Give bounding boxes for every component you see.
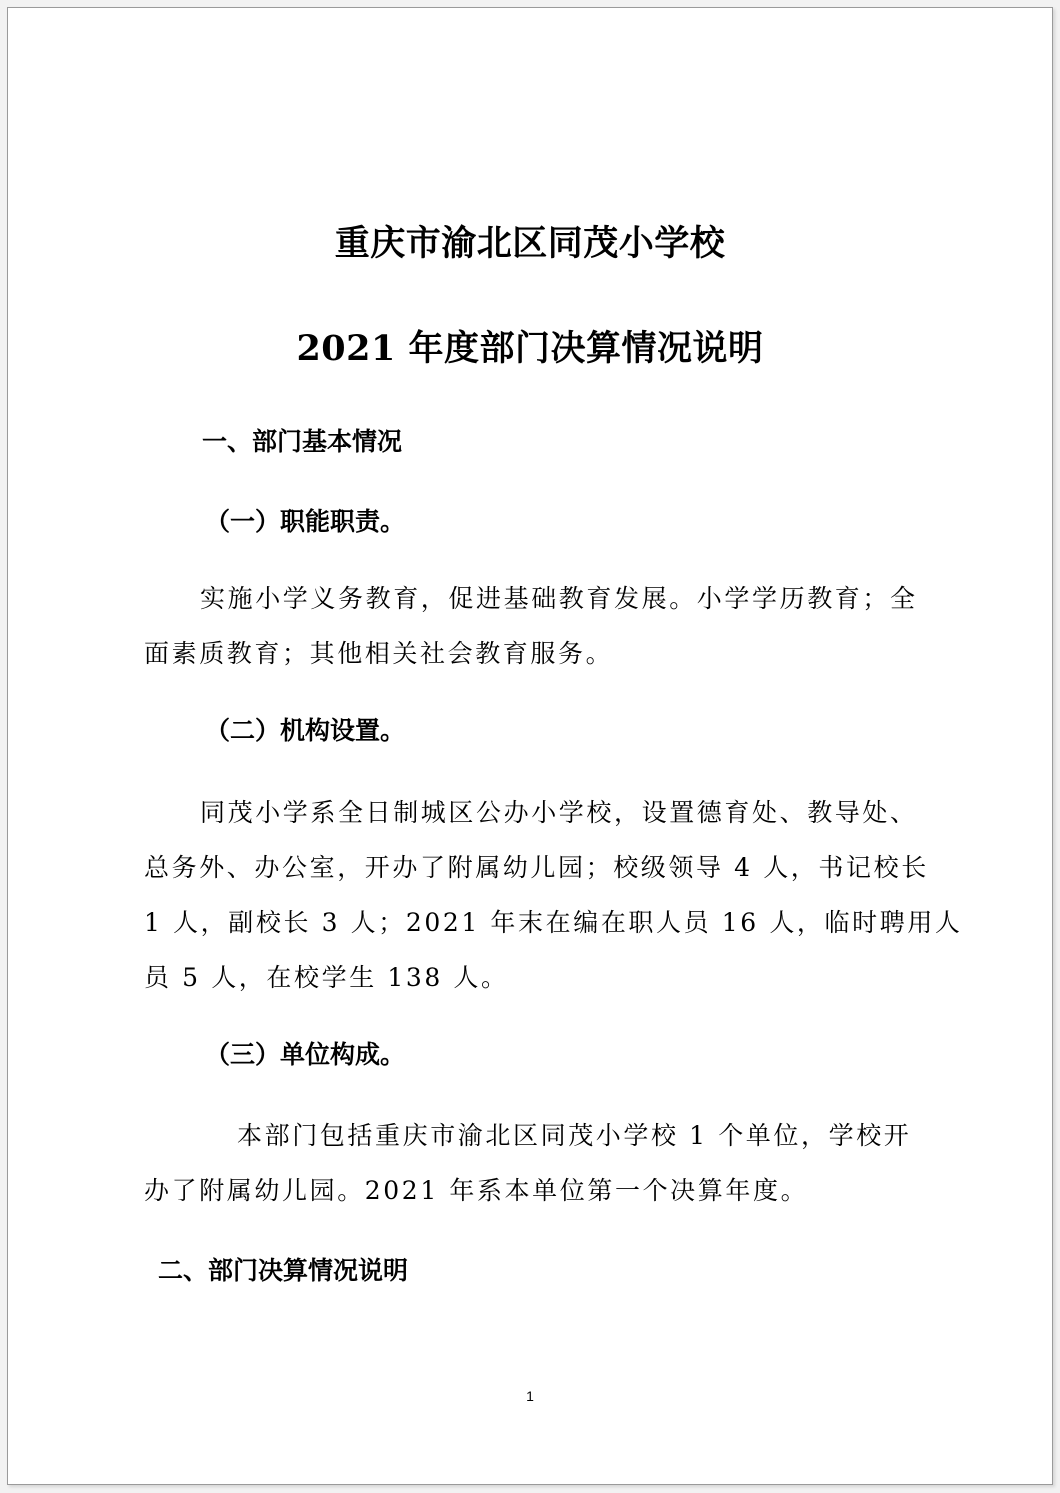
subsection-heading-composition: （三）单位构成。	[205, 1040, 406, 1069]
section-heading-final-accounts: 二、部门决算情况说明	[158, 1256, 409, 1285]
paragraph-line: 同茂小学系全日制城区公办小学校，设置德育处、教导处、	[200, 798, 918, 827]
paragraph-line: 1 人，副校长 3 人；2021 年末在编在职人员 16 人，临时聘用人	[144, 908, 963, 937]
document-title-line1: 重庆市渝北区同茂小学校	[334, 223, 726, 264]
page-number: 1	[526, 1388, 534, 1404]
document-page	[7, 7, 1053, 1485]
paragraph-line: 员 5 人，在校学生 138 人。	[144, 963, 509, 992]
subsection-heading-duties: （一）职能职责。	[205, 507, 406, 536]
paragraph-line: 本部门包括重庆市渝北区同茂小学校 1 个单位，学校开	[237, 1121, 912, 1150]
paragraph-line: 实施小学义务教育，促进基础教育发展。小学学历教育；全	[200, 584, 918, 613]
document-title-line2: 2021 年度部门决算情况说明	[296, 328, 764, 369]
section-heading-basic-info: 一、部门基本情况	[202, 427, 403, 456]
paragraph-line: 面素质教育；其他相关社会教育服务。	[144, 639, 614, 668]
paragraph-line: 办了附属幼儿园。2021 年系本单位第一个决算年度。	[144, 1176, 809, 1205]
subsection-heading-organization: （二）机构设置。	[205, 716, 406, 745]
paragraph-line: 总务外、办公室，开办了附属幼儿园；校级领导 4 人，书记校长	[144, 853, 929, 882]
